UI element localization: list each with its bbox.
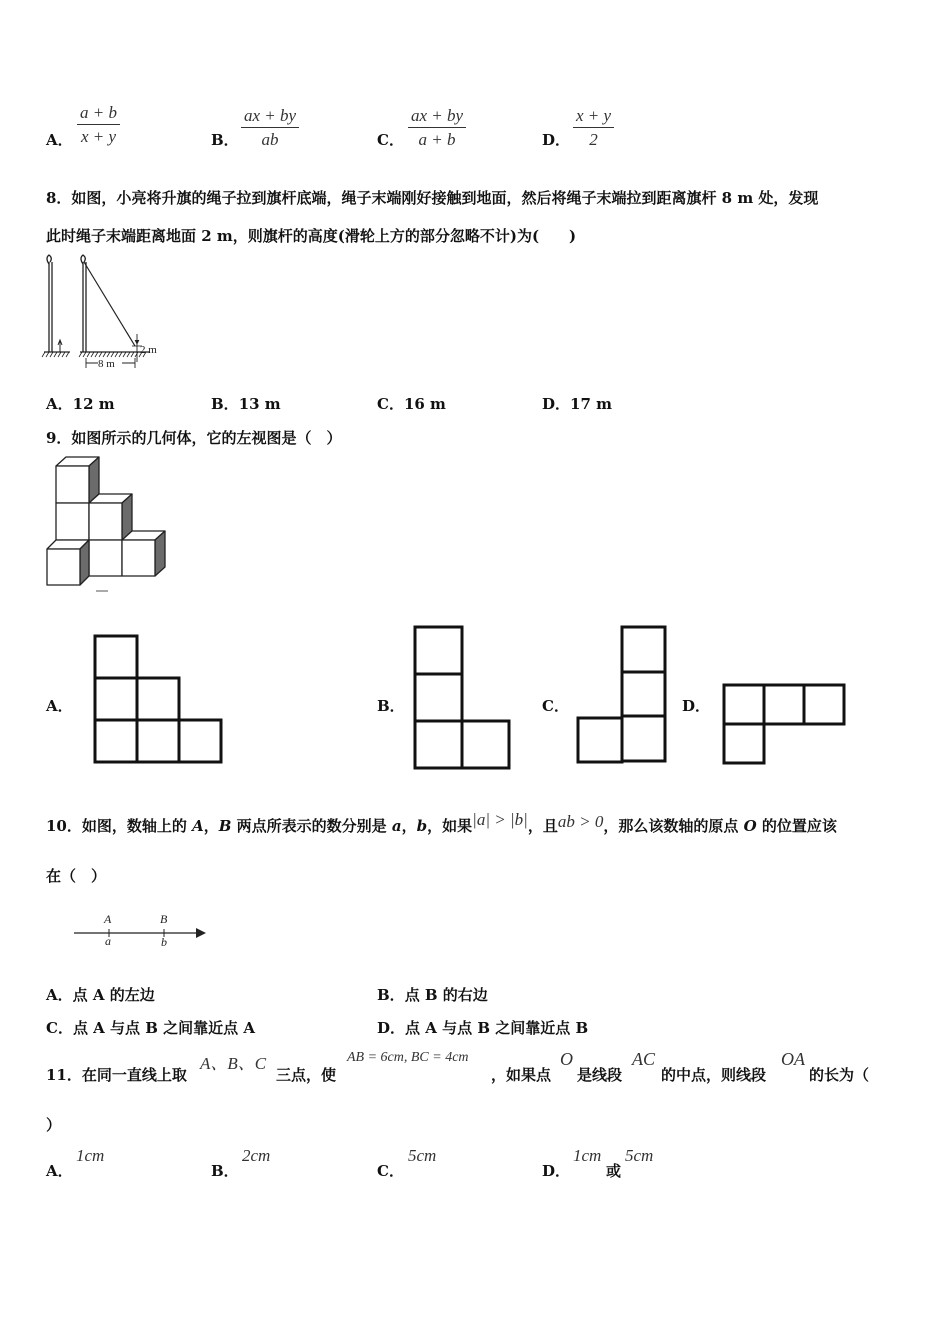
q11-option-d-or: 或 bbox=[606, 1162, 622, 1180]
q8-rope bbox=[84, 262, 135, 346]
q10-option-a-text: 点 A 的左边 bbox=[72, 986, 155, 1004]
q10-stem-part-f: ，且 bbox=[527, 817, 558, 835]
q10-option-c-label: C． bbox=[46, 1019, 73, 1037]
q11-points: A、B、C bbox=[200, 1054, 267, 1073]
q8-flagpole-figure bbox=[40, 252, 165, 372]
q8-option-b[interactable] bbox=[211, 393, 281, 414]
q10-option-c-text: 点 A 与点 B 之间靠近点 A bbox=[72, 1019, 256, 1037]
q10-axis-label-B: B bbox=[160, 912, 168, 926]
q10-stem-part-g: ，那么该数轴的原点 bbox=[603, 817, 744, 835]
q8-stem-line2: 此时绳子末端距离地面 2 m，则旗杆的高度(滑轮上方的部分忽略不计)为( ) bbox=[46, 227, 577, 245]
q7-option-a-numerator: a + b bbox=[77, 103, 120, 125]
q9-option-c-figure[interactable] bbox=[575, 625, 669, 765]
q10-axis-label-b: b bbox=[161, 935, 167, 949]
q7-option-d-numerator: x + y bbox=[573, 106, 614, 128]
q10-axis-label-a: a bbox=[105, 934, 111, 948]
q7-option-b-fraction[interactable] bbox=[241, 106, 299, 150]
q11-stem-part-b: 三点，使 bbox=[276, 1066, 337, 1084]
q10-stem-point-a: A bbox=[192, 817, 204, 835]
q11-segment-ac: AC bbox=[632, 1049, 656, 1069]
q8-option-b-text: 13 m bbox=[238, 395, 281, 413]
q8-option-a[interactable] bbox=[46, 393, 115, 414]
q8-option-a-label: A． bbox=[46, 395, 73, 413]
q11-condition: AB = 6cm, BC = 4cm bbox=[347, 1050, 469, 1065]
q11-option-b-text[interactable]: 2cm bbox=[242, 1146, 271, 1165]
q11-point-o: O bbox=[560, 1049, 573, 1069]
q9-option-d-figure[interactable] bbox=[722, 683, 848, 767]
q9-option-a-figure[interactable] bbox=[93, 634, 225, 766]
q10-option-d-label: D． bbox=[377, 1019, 406, 1037]
q10-option-a[interactable] bbox=[46, 984, 155, 1005]
q10-number-line bbox=[72, 908, 212, 952]
q7-option-a-fraction[interactable] bbox=[77, 103, 120, 147]
q7-option-d-label: D． bbox=[542, 131, 571, 149]
q7-option-a-denominator: x + y bbox=[80, 127, 117, 146]
q7-option-c-denominator: a + b bbox=[418, 130, 456, 149]
q8-option-b-label: B． bbox=[211, 395, 239, 413]
q7-option-d-denominator: 2 bbox=[589, 130, 598, 149]
q11-stem-line2: ） bbox=[46, 1116, 62, 1134]
q11-stem-part-d: 是线段 bbox=[577, 1066, 623, 1084]
q7-option-c-fraction[interactable] bbox=[408, 106, 466, 150]
q8-option-a-text: 12 m bbox=[72, 395, 115, 413]
q7-option-d-fraction[interactable] bbox=[573, 106, 614, 150]
q11-option-a-text[interactable]: 1cm bbox=[76, 1146, 105, 1165]
q7-option-c-numerator: ax + by bbox=[408, 106, 466, 128]
q11-option-a-label: A． bbox=[46, 1162, 73, 1180]
q10-option-d-text: 点 A 与点 B 之间靠近点 B bbox=[405, 1019, 589, 1037]
q10-condition-product: ab > 0 bbox=[557, 812, 604, 831]
q10-stem-line2: 在（ ） bbox=[46, 867, 107, 885]
q10-axis-arrow bbox=[196, 928, 206, 938]
q10-stem-point-b: B bbox=[218, 817, 232, 835]
q8-option-d[interactable] bbox=[542, 393, 612, 414]
q9-option-b-figure[interactable] bbox=[413, 625, 513, 771]
q11-stem-part-a: 11．在同一直线上取 bbox=[46, 1066, 187, 1084]
q10-option-a-label: A． bbox=[46, 986, 73, 1004]
q7-option-b-label: B． bbox=[211, 131, 239, 149]
q11-option-c-text[interactable]: 5cm bbox=[408, 1146, 437, 1165]
q7-option-c-label: C． bbox=[377, 131, 404, 149]
q10-stem-line1 bbox=[46, 810, 837, 836]
q10-stem-part-e: ，如果 bbox=[427, 817, 473, 835]
q11-segment-oa: OA bbox=[781, 1049, 805, 1069]
q11-stem-part-e: 的中点，则线段 bbox=[661, 1066, 767, 1084]
q10-condition-abs: |a| > |b| bbox=[472, 810, 528, 829]
q8-option-c-text: 16 m bbox=[403, 395, 446, 413]
q10-option-b-text: 点 B 的右边 bbox=[404, 986, 488, 1004]
q7-option-a-label: A． bbox=[46, 131, 73, 149]
q9-option-c-label: C． bbox=[542, 697, 569, 715]
q9-option-a-label: A． bbox=[46, 697, 73, 715]
q8-option-d-text: 17 m bbox=[570, 395, 612, 413]
q9-option-b-label: B． bbox=[377, 697, 405, 715]
q11-option-c-label: C． bbox=[377, 1162, 404, 1180]
q8-label-2m: 2 m bbox=[140, 344, 157, 356]
q11-option-d-text[interactable]: 1cm bbox=[573, 1146, 602, 1165]
q9-solid-figure bbox=[44, 455, 169, 595]
q11-option-b-label: B． bbox=[211, 1162, 239, 1180]
q11-stem-part-c: ，如果点 bbox=[491, 1066, 552, 1084]
q10-stem-var-b: b bbox=[416, 817, 428, 835]
q10-stem-part-h: 的位置应该 bbox=[756, 817, 837, 835]
q7-option-b-denominator: ab bbox=[261, 130, 279, 149]
q11-option-d-text2[interactable]: 5cm bbox=[625, 1146, 654, 1165]
q8-stem-line1: 8．如图，小亮将升旗的绳子拉到旗杆底端，绳子末端刚好接触到地面，然后将绳子末端拉到距离旗杆 8 m 处，发现 bbox=[46, 189, 819, 207]
q10-stem-part-b: ， bbox=[203, 817, 219, 835]
q10-axis-label-A: A bbox=[104, 912, 112, 926]
q11-stem-part-f: 的长为（ bbox=[809, 1066, 870, 1084]
q8-label-8m: 8 m bbox=[98, 358, 115, 370]
q9-stem: 9．如图所示的几何体，它的左视图是（ ） bbox=[46, 429, 342, 447]
q8-option-c-label: C． bbox=[377, 395, 404, 413]
q10-stem-origin: O bbox=[743, 817, 757, 835]
q10-option-b[interactable] bbox=[377, 984, 488, 1005]
q10-option-c[interactable] bbox=[46, 1017, 255, 1038]
q10-stem-part-d: ， bbox=[401, 817, 417, 835]
q9-option-d-label: D． bbox=[682, 697, 711, 715]
q10-stem-var-a: a bbox=[391, 817, 402, 835]
q10-stem-part-c: 两点所表示的数分别是 bbox=[231, 817, 392, 835]
q10-stem-part-a: 10．如图，数轴上的 bbox=[46, 817, 193, 835]
q7-option-b-numerator: ax + by bbox=[241, 106, 299, 128]
q10-option-b-label: B． bbox=[377, 986, 405, 1004]
q10-option-d[interactable] bbox=[377, 1017, 588, 1038]
q8-option-d-label: D． bbox=[542, 395, 571, 413]
q11-option-d-label: D． bbox=[542, 1162, 571, 1180]
q8-option-c[interactable] bbox=[377, 393, 446, 414]
